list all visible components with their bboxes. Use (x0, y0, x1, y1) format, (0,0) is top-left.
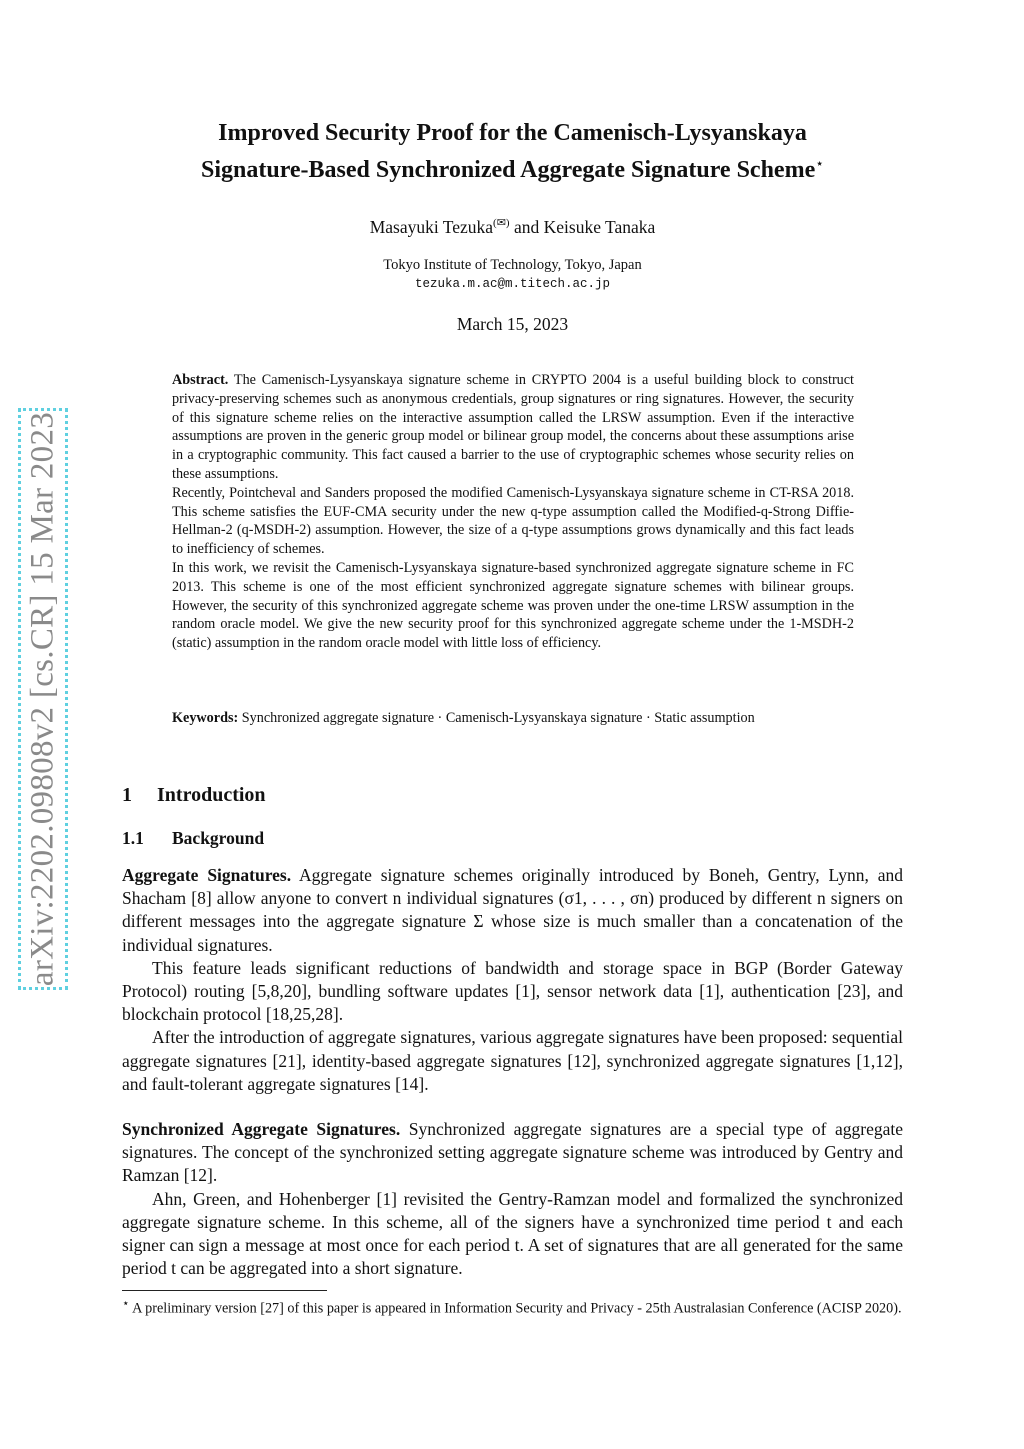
section-title: Introduction (157, 784, 266, 806)
footnote-body (122, 1294, 903, 1319)
author-rest: and Keisuke Tanaka (509, 216, 656, 237)
paper-date: March 15, 2023 (456, 314, 569, 334)
paragraph-text: Aggregate signature schemes originally introduced by Boneh, Gentry, Lynn, and Shacham [8] allow anyone to convert n individual signatures (σ1, . . . , σn) produced by different n signers on different messages into the aggregate signature Σ whose size is much smaller than a concatenation of the individual signatures. (122, 865, 903, 955)
arxiv-stamp (18, 408, 68, 990)
subsection-title: Background (172, 828, 265, 848)
footnote (122, 1294, 903, 1319)
body-paragraph (122, 1118, 903, 1188)
title-line-1: Improved Security Proof for the Camenisch-Lysyanskaya (218, 120, 807, 146)
envelope-icon: (✉) (493, 217, 510, 229)
body-paragraph (122, 864, 903, 957)
keywords (172, 709, 854, 728)
keywords-text: Synchronized aggregate signature · Camenisch-Lysyanskaya signature · Static assumption (238, 710, 755, 726)
title-line-2 (122, 149, 903, 186)
aggregate-signatures-section (122, 864, 903, 1096)
abstract (172, 371, 854, 653)
abstract-paragraph-1 (172, 371, 854, 484)
paragraph-heading: Synchronized Aggregate Signatures. (122, 1119, 401, 1139)
section-heading-introduction (122, 784, 266, 807)
subsection-heading-background (122, 828, 264, 849)
footnote-rule (122, 1290, 327, 1291)
section-number: 1 (122, 784, 132, 806)
footnote-mark: ⋆ (122, 1296, 130, 1310)
title-line-2-text: Signature-Based Synchronized Aggregate Signature Scheme (200, 157, 816, 183)
author-1: Masayuki Tezuka (369, 216, 494, 237)
arxiv-identifier: arXiv:2202.09808v2 [cs.CR] 15 Mar 2023 (24, 411, 61, 987)
body-paragraph: Ahn, Green, and Hohenberger [1] revisited the Gentry-Ramzan model and formalized the synchronized aggregate signature scheme. In this scheme, all of the signers have a synchronized time period t and each signer can sign a message at most once for each period t. A set of signatures that are all generated for the same period t can be aggregated into a short signature. (122, 1188, 903, 1279)
keywords-label: Keywords: (172, 710, 239, 726)
title-footnote-mark: ⋆ (815, 157, 824, 172)
abstract-paragraph-3: In this work, we revisit the Camenisch-Lysyanskaya signature-based synchronized aggregate signature scheme in FC 2013. This scheme is one of the most efficient synchronized aggregate signature schemes with bilinear groups. However, the security of this synchronized aggregate scheme was proven under the one-time LRSW assumption in the random oracle model. We give the new security proof for this synchronized aggregate scheme under the 1-MSDH-2 (static) assumption in the random oracle model with little loss of efficiency. (172, 559, 854, 652)
body-paragraph: This feature leads significant reductions of bandwidth and storage space in BGP (Border Gateway Protocol) routing [5,8,20], bundling software updates [1], sensor network data [1], authentication [23], and blockchain protocol [18,25,28]. (122, 957, 903, 1025)
synchronized-signatures-section (122, 1118, 903, 1280)
paragraph-heading: Aggregate Signatures. (122, 865, 292, 885)
author-email[interactable]: tezuka.m.ac@m.titech.ac.jp (414, 277, 611, 291)
body-paragraph: After the introduction of aggregate signatures, various aggregate signatures have been proposed: sequential aggregate signatures [21], identity-based aggregate signatures [12], synchronized aggregate signatures [1,12], and fault-tolerant aggregate signatures [14]. (122, 1027, 903, 1094)
abstract-text-1: The Camenisch-Lysyanskaya signature scheme in CRYPTO 2004 is a useful building block to construct privacy-preserving schemes such as anonymous credentials, group signatures or ring signatures. However, the security of this signature scheme relies on the interactive assumption called the LRSW assumption. Even if the interactive assumptions are proven in the generic group model or bilinear group model, the concerns about these assumptions arise in a cryptographic community. This fact caused a barrier to the use of cryptographic schemes whose security relies on these assumptions. (172, 372, 854, 482)
abstract-label: Abstract. (172, 372, 229, 388)
affiliation: Tokyo Institute of Technology, Tokyo, Japan (383, 257, 642, 273)
subsection-number: 1.1 (122, 828, 144, 848)
paragraph-text: Synchronized aggregate signatures are a special type of aggregate signatures. The concept of the synchronized setting aggregate signature scheme was introduced by Gentry and Ramzan [12]. (122, 1119, 904, 1186)
author-list (122, 216, 903, 238)
abstract-paragraph-2: Recently, Pointcheval and Sanders proposed the modified Camenisch-Lysyanskaya signature scheme in CT-RSA 2018. This scheme satisfies the EUF-CMA security under the new q-type assumption called the Modified-q-Strong Diffie-Hellman-2 (q-MSDH-2) assumption. However, the size of a q-type assumptions grows dynamically and this fact leads to inefficiency of schemes. (172, 484, 854, 558)
paper-title (122, 118, 903, 186)
footnote-text: A preliminary version [27] of this paper is appeared in Information Security and Privacy - 25th Australasian Conference (ACISP 2020). (129, 1300, 902, 1317)
